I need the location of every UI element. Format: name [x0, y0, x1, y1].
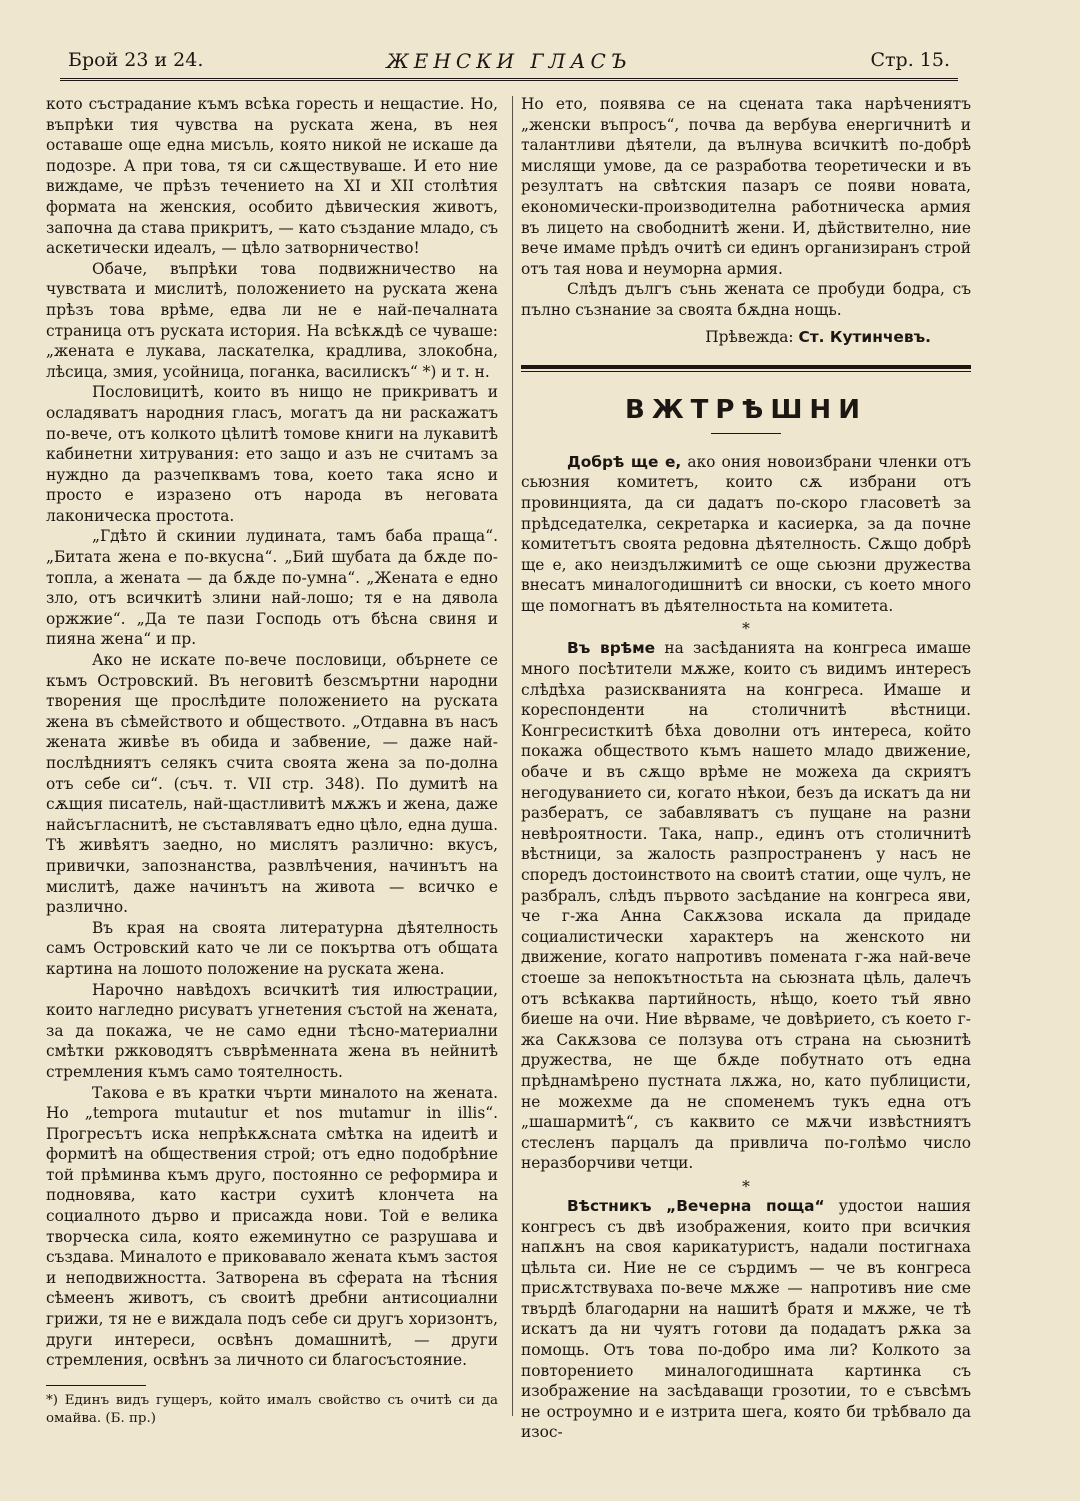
page-number: Стр. 15.: [870, 49, 950, 71]
news-item-3-lead: Вѣстникъ „Вечерна поща“: [567, 1196, 825, 1215]
left-paragraph-5: Ако не искате по-вече пословици, обърнете се къмъ Островский. Въ неговитѣ безсмъртни народни творения ще прослѣдите положението на руската жена въ сѣмейството и обществото. „Отдавна въ насъ жената живѣе въ обида и забвение, — даже най-послѣдниятъ селякъ счита своята жена за по-долна отъ себе си“. (съч. т. VII стр. 348). По думитѣ на сѫщия писатель, най-щастливитѣ мѫжъ и жена, даже найсъгласнитѣ, не съставляватъ едно цѣло, една душа. Тѣ живѣятъ заедно, но мислятъ различно: вкусъ, привички, запознанства, развлѣчения, начинътъ на мислитѣ, даже начинътъ на живота — всичко е различно.: [46, 651, 498, 917]
left-paragraph-6: Въ края на своята литературна дѣятелность самъ Островский като че ли се покъртва отъ общата картина на лошото положение на руската жена.: [46, 918, 498, 978]
page-header: [60, 44, 958, 80]
right-paragraph-2: Слѣдъ дългъ сънь жената се пробуди бодра, съ пълно съзнание за своята бѫдна нощь.: [521, 280, 971, 319]
masthead-title: ЖЕНСКИ ГЛАСЪ: [386, 49, 632, 73]
separator-star-2: *: [742, 1177, 750, 1196]
left-paragraph-3: Пословицитѣ, които въ нищо не прикриватъ и осладяватъ народния гласъ, могатъ да ни раскажатъ по-вече, отъ колкото цѣлитѣ томове книги на лукавитѣ кабинетни хитрувания: ето защо и азъ не считамъ за нуждно да разчепквамъ това, което така ясно и просто е изразено отъ народа въ неговата лаконическа простота.: [46, 383, 498, 525]
title-underline: [711, 433, 781, 434]
translator-credit: [521, 327, 971, 348]
section-title: ВЖТРѢШНИ: [625, 395, 867, 426]
left-paragraph-7: Нарочно навѣдохъ всичкитѣ тия илюстрации, които нагледно рисуватъ угнетения състой на жената, за да покажа, че не само едни тѣсно-материални смѣтки ржководятъ съврѣменната жена въ нейнитѣ стремления къмъ само тоятелность.: [46, 980, 498, 1081]
footnote-rule: [46, 1385, 146, 1386]
left-column: [46, 94, 498, 1428]
left-paragraph-4: „Гдѣто й скинии лудината, тамъ баба праща“. „Битата жена е по-вкусна“. „Бий шубата да бѫде по-топла, а жената — да бѫде по-умна“. „Жената е едно зло, отъ всичкитѣ злини най-лошо; тя е на дявола оржжие“. „Да те пази Господь отъ бѣсна свиня и пияна жена“ и пр.: [46, 527, 498, 649]
news-item-1: [521, 452, 971, 617]
header-rule: [60, 78, 958, 81]
left-paragraph-8: Такова е въ кратки чърти миналото на жената. Но „tempora mutautur et nos mutamur in illis“. Прогресътъ иска непрѣкѫсната смѣтка на идеитѣ и формитѣ на обществения строй; отъ едно подобрѣние той прѣминва къмъ друго, постоянно се реформира и подновява, като кастри сухитѣ клончета на социалното дърво и присажда нови. Той е велика творческа сила, която ежеминутно се разрушава и създава. Миналото е приковавало жената къмъ застоя и неподвижността. Затворена въ сферата на тѣсния сѣмеенъ животъ, съ своитѣ дребни антисоциални грижи, тя не е виждала подъ себе си другъ хоризонтъ, други интереси, освѣнъ домашнитѣ, — други стремления, освѣнъ за личното си благосъстояние.: [46, 1083, 498, 1370]
footnote: *) Единъ видъ гущеръ, който ималъ свойство съ очитѣ си да омайва. (Б. пр.): [46, 1392, 498, 1426]
right-paragraph-1: Но ето, появява се на сцената така нарѣчениятъ „женски въпросъ“, почва да вербува енергичнитѣ и талантливи дѣятели, да вълнува всичкитѣ по-добрѣ мислящи умове, да се разработва теоретически и въ резултатъ на свѣтския пазаръ се появи новата, економически-производителна работническа армия въ лицето на свободнитѣ жени. И, дѣйствително, ние вече имаме прѣдъ очитѣ си единъ организиранъ строй отъ тая нова и неуморна армия.: [521, 95, 971, 278]
right-column: [521, 94, 971, 1443]
news-item-2: [521, 638, 971, 1173]
translator-name: Ст. Кутинчевъ.: [798, 327, 931, 346]
news-item-1-lead: Добрѣ ще е,: [567, 452, 682, 471]
column-divider: [512, 96, 513, 1416]
news-item-2-text: на засѣданията на конгреса имаше много посѣтители мѫже, които съ видимъ интересъ слѣдѣха разискванията на конгреса. Имаше и кореспонденти на столичнитѣ вѣстници. Конгресисткитѣ бѣха доволни отъ интереса, който покажа обществото къмъ нашето младо движение, обаче и въ сѫщо врѣме не можеха да скриятъ негодуванието си, когато нѣкои, безъ да искатъ да ни разбератъ, се забавляватъ съ пущане на разни невѣроятности. Така, напр., единъ отъ столичнитѣ вѣстници, за жалость разпространенъ у насъ не споредъ достоинството на своитѣ статии, още чулъ, не разбралъ, слѣдъ първото засѣдание на конгреса яви, че г-жа Анна Сакѫзова искала да придаде социалистически характеръ на женското ни движение, когато напротивъ помената г-жа най-вече стоеше за непокътностьта на сьюзната цѣль, далечъ отъ всѣкаква партийность, нѣщо, което тъй явно биеше на очи. Ние вѣрваме, че довѣрието, съ което г-жа Сакѫзова се ползува отъ страна на сьюзнитѣ дружества, не ще бѫде побутнато отъ една прѣднамѣрено пустната лѫжа, но, като публицисти, не можехме да не споменемъ тукъ една отъ „шашармитѣ“, съ каквито се мѫчи извѣстниятъ стесленъ парцалъ да привлича по-голѣмо число неразборчиви четци.: [521, 639, 971, 1173]
news-item-2-lead: Въ врѣме: [567, 639, 656, 658]
section-rule: [521, 365, 971, 372]
left-paragraph-2: Обаче, въпрѣки това подвижничество на чувствата и мислитѣ, положението на руската жена прѣзъ това врѣме, едва ли не е най-печалната страница отъ руската история. На всѣкѫдѣ се чуваше: „жената е лукава, ласкателка, крадлива, злокобна, лѣсица, змия, усойница, поганка, василискъ“ *) и т. н.: [46, 259, 498, 381]
separator-star-1: *: [742, 620, 750, 639]
issue-number: Брой 23 и 24.: [68, 49, 204, 71]
translator-label: Прѣвежда:: [705, 327, 794, 346]
news-item-3-text: удостои нашия конгресъ съ двѣ изображения, които при всичкия напѫнъ на своя карикатуристъ, надали постигнаха цѣльта си. Ние не се сърдимъ — че въ конгреса присѫтствуваха по-вече мѫже — напротивъ ние сме твърдѣ благодарни на нашитѣ братя и мѫже, че тѣ искатъ да ни чуятъ готови да подадатъ рѫка за помощь. Отъ това по-добро има ли? Колкото за повторението миналогодишната картинка съ изображение на засѣдаващи грозотии, то е съвсѣмъ не остроумно и е изтрита шега, която би трѣбвало да изос-: [521, 1196, 971, 1442]
news-item-3: [521, 1196, 971, 1443]
news-item-1-text: ако ония новоизбрани членки отъ сьюзния комитетъ, които сѫ избрани отъ провинцията, да си дадатъ по-скоро гласоветѣ за прѣдседателка, секретарка и касиерка, за да почне комитетътъ своята редовна дѣятелность. Сѫщо добрѣ ще е, ако неиздължимитѣ се още сьюзни дружества внесатъ миналогодишнитѣ си вноски, съ което много ще помогнатъ въ дѣятелностьта на комитета.: [521, 452, 971, 615]
left-paragraph-1: кото състрадание къмъ всѣка горесть и нещастие. Но, въпрѣки тия чувства на руската жена, въ нея оставаше още една мисъль, която никой не искаше да подозре. А при това, тя си сѫществуваше. И ето ние виждаме, че прѣзъ течението на XI и XII столѣтия формата на женския, особито дѣвическия животъ, започна да става прикритъ, — като създание младо, съ аскетически идеалъ, — цѣло затворничество!: [46, 95, 498, 258]
